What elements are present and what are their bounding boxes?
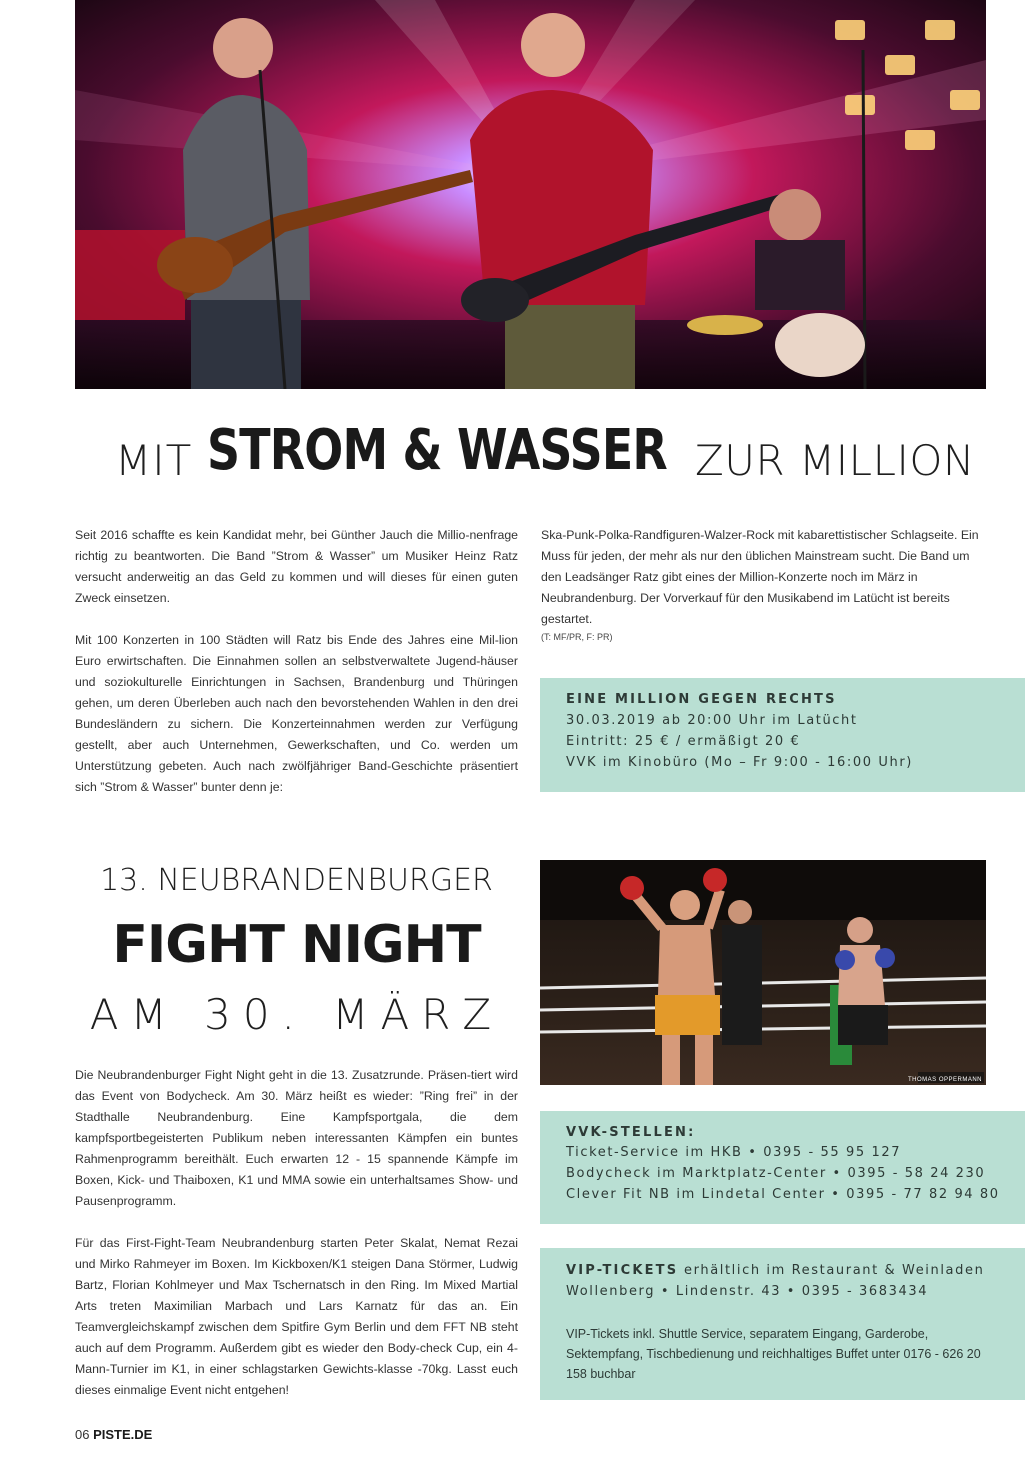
- vip-box-note: VIP-Tickets inkl. Shuttle Service, separatem Eingang, Garderobe, Sektempfang, Tischbedienung und reichhaltiges Buffet unter 0176 - 626 20 158 buchbar: [566, 1327, 981, 1381]
- vvk-box-line: Ticket-Service im HKB • 0395 - 55 95 127: [566, 1145, 902, 1160]
- vip-box: [540, 1248, 1025, 1400]
- vvk-box: [540, 1111, 1025, 1224]
- article1-right-column: [541, 525, 981, 642]
- article1-title-pre: MIT: [115, 436, 193, 485]
- article2-paragraph: Für das First-Fight-Team Neubrandenburg starten Peter Skalat, Nemat Rezai und Mirko Rahmeyer im Boxen. Im Kickboxen/K1 steigen Dana Störmer, Ludwig Bartz, Florian Kohlmeyer und Max Tschernatsch in den Ring. Im Mixed Martial Arts treten Maximilian Marbach und Lars Karnatz für das an. Ein Teamvergleichskampf zwischen dem Spitfire Gym Berlin und dem FFT NB steht auch auf dem Programm. Außerdem gibt es wieder den Body-check Cup, ein 4-Mann-Turnier im K1, in einer schlagstarken Gewichts-klasse -70kg. Lasst euch dieses einmalige Event nicht entgehen!: [75, 1236, 518, 1397]
- fight-photo-credit: THOMAS OPPERMANN: [907, 1077, 982, 1083]
- article2-kicker: 13. NEUBRANDENBURGER: [100, 863, 493, 898]
- article2-paragraph: Die Neubrandenburger Fight Night geht in die 13. Zusatzrunde. Präsen-tiert wird das Event von Bodycheck. Am 30. März heißt es wieder: ”Ring frei” in der Stadthalle Neubrandenburg. Eine Kampfsportgala, die dem kampfsportbegeisterten Publikum neben interessanten Kämpfen ein buntes Rahmenprogramm bereithält. Euch erwarten 12 - 15 spannende Kämpfe im Boxen, Kick- und Thaiboxen, K1 und MMA sowie ein unterhaltsames Show- und Pausenprogramm.: [75, 1068, 518, 1208]
- article1-paragraph: Mit 100 Konzerten in 100 Städten will Ratz bis Ende des Jahres eine Mil-lion Euro erwirtschaften. Die Einnahmen sollen an selbstverwaltete Jugend-häuser und soziokulturelle Einrichtungen in Sachsen, Brandenburg und Thüringen gehen, um deren Überleben auch nach den bevorstehenden Wahlen in den drei Bundesländern zu sichern. Die Konzerteinnahmen werden zur Verfügung gestellt, aber auch Unternehmen, Gewerkschaften, und Co. werden um Unterstützung gebeten. Auch nach zwölfjähriger Band-Geschichte präsentiert sich ”Strom & Wasser” bunter denn je:: [75, 633, 518, 794]
- article1-title-post: ZUR MILLION: [695, 436, 975, 485]
- event-infobox-line: VVK im Kinobüro (Mo – Fr 9:00 - 16:00 Uhr): [566, 755, 913, 770]
- footer-brand: PISTE.DE: [93, 1427, 153, 1442]
- band-photo: [75, 0, 986, 389]
- article1-credit: (T: MF/PR, F: PR): [541, 632, 613, 642]
- event-infobox: [540, 678, 1025, 792]
- vvk-box-line: Clever Fit NB im Lindetal Center • 0395 - 77 82 94 80: [566, 1187, 1000, 1202]
- vvk-box-line: Bodycheck im Marktplatz-Center • 0395 - 58 24 230: [566, 1166, 986, 1181]
- article1-paragraph: Seit 2016 schaffte es kein Kandidat mehr, bei Günther Jauch die Millio-nenfrage richtig zu beantworten. Die Band ”Strom & Wasser” um Musiker Heinz Ratz versucht anderweitig an das Geld zu kommen und will dieses für einen guten Zweck einsetzen.: [75, 528, 518, 605]
- article1-left-column: [75, 525, 518, 798]
- article1-paragraph: Ska-Punk-Polka-Randfiguren-Walzer-Rock mit kabarettistischer Schlagseite. Ein Muss für jeden, der mehr als nur den üblichen Mainstream sucht. Die Band um den Leadsänger Ratz gibt eines der Million-Konzerte noch im März in Neubrandenburg. Der Vorverkauf für den Musikabend im Latücht ist bereits gestartet.: [541, 528, 979, 626]
- article1-title-main: STROM & WASSER: [207, 418, 667, 483]
- vip-box-heading: [566, 1260, 1006, 1302]
- fight-photo-illustration: [540, 860, 986, 1085]
- article2-title: FIGHT NIGHT: [112, 915, 481, 975]
- article2-subtitle: AM 30. MÄRZ: [89, 990, 504, 1039]
- page-footer: [75, 1427, 152, 1442]
- event-infobox-line: 30.03.2019 ab 20:00 Uhr im Latücht: [566, 713, 858, 728]
- event-infobox-line: Eintritt: 25 € / ermäßigt 20 €: [566, 734, 801, 749]
- vip-box-title-rest: erhältlich im Restaurant & Weinladen Wollenberg • Lindenstr. 43 • 0395 - 3683434: [566, 1263, 985, 1299]
- article2-column: [75, 1065, 518, 1401]
- band-photo-illustration: [75, 0, 986, 389]
- page-number: 06: [75, 1427, 90, 1442]
- event-infobox-title: EINE MILLION GEGEN RECHTS: [566, 692, 837, 707]
- fight-photo: [540, 860, 986, 1085]
- vip-box-title: VIP-TICKETS: [566, 1263, 679, 1278]
- vvk-box-title: VVK-STELLEN:: [566, 1125, 696, 1140]
